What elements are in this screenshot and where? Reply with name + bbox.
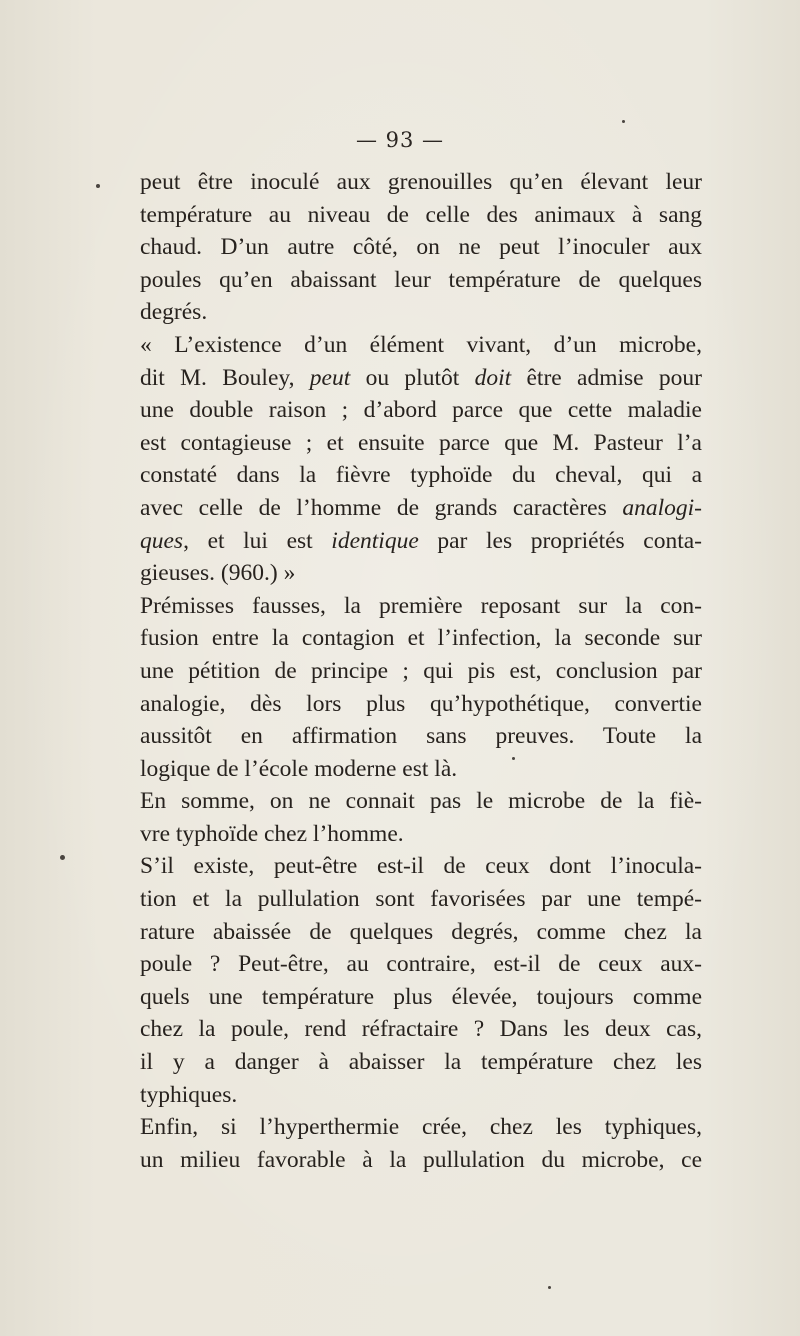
text-line: température au niveau de celle des animaux à sang <box>140 201 702 228</box>
ink-speck <box>96 184 100 188</box>
text-line: est contagieuse ; et ensuite parce que M. Pasteur l’a <box>140 429 702 456</box>
text-run: , et lui est <box>183 527 332 554</box>
text-line: chaud. D’un autre côté, on ne peut l’inoculer aux <box>140 234 702 261</box>
text-run: par les propriétés conta- <box>418 527 703 554</box>
text-line: une double raison ; d’abord parce que cette maladie <box>140 397 702 424</box>
text-line: poule ? Peut-être, au contraire, est-il de ceux aux- <box>140 951 702 978</box>
page-number: — 93 — <box>355 128 445 152</box>
ink-speck <box>60 855 65 860</box>
text-line: un milieu favorable à la pullulation du microbe, ce <box>140 1146 702 1173</box>
text-line: logique de l’école moderne est là. <box>140 755 458 782</box>
text-line: gieuses. (960.) » <box>140 560 296 587</box>
text-line: vre typhoïde chez l’homme. <box>140 820 404 847</box>
text-line: une pétition de principe ; qui pis est, conclusion par <box>140 657 702 684</box>
text-line: S’il existe, peut-être est-il de ceux dont l’inocula- <box>140 853 702 880</box>
text-line: Enfin, si l’hyperthermie crée, chez les typhiques, <box>140 1114 702 1141</box>
text-line: constaté dans la fièvre typhoïde du cheval, qui a <box>140 462 702 489</box>
text-line: peut être inoculé aux grenouilles qu’en élevant leur <box>140 169 702 195</box>
text-run: dit M. Bouley, <box>140 364 310 391</box>
text-line: analogie, dès lors plus qu’hypothétique, convertie <box>140 690 702 717</box>
text-line: chez la poule, rend réfractaire ? Dans les deux cas, <box>140 1016 702 1043</box>
ink-speck <box>512 757 515 760</box>
ink-speck <box>622 120 625 123</box>
text-line: Prémisses fausses, la première reposant sur la con- <box>140 592 702 619</box>
italic-text: doit <box>474 364 512 391</box>
text-run: ou plutôt <box>350 364 475 391</box>
text-line: rature abaissée de quelques degrés, comme chez la <box>140 918 702 945</box>
text-line <box>140 492 702 525</box>
text-line <box>140 362 702 395</box>
italic-text: peut <box>309 364 351 391</box>
ink-speck <box>548 1286 551 1289</box>
italic-text: identique <box>331 527 419 554</box>
text-line: En somme, on ne connait pas le microbe de la fiè- <box>140 788 702 815</box>
text-run: être admise pour <box>511 364 702 391</box>
text-line: degrés. <box>140 299 208 326</box>
italic-text: ques <box>140 527 184 554</box>
text-line <box>140 525 702 558</box>
text-line: il y a danger à abaisser la température chez les <box>140 1049 702 1076</box>
text-line: aussitôt en affirmation sans preuves. Toute la <box>140 723 702 750</box>
text-run: avec celle de l’homme de grands caractères <box>140 494 623 521</box>
text-line: « L’existence d’un élément vivant, d’un microbe, <box>140 331 702 358</box>
text-line: quels une température plus élevée, toujours comme <box>140 983 702 1010</box>
body-text <box>140 166 702 1176</box>
text-line: tion et la pullulation sont favorisées par une tempé- <box>140 886 702 913</box>
text-line: poules qu’en abaissant leur température de quelques <box>140 266 702 293</box>
text-line: fusion entre la contagion et l’infection, la seconde sur <box>140 625 702 652</box>
text-line: typhiques. <box>140 1081 238 1108</box>
italic-text: analogi- <box>622 494 702 521</box>
